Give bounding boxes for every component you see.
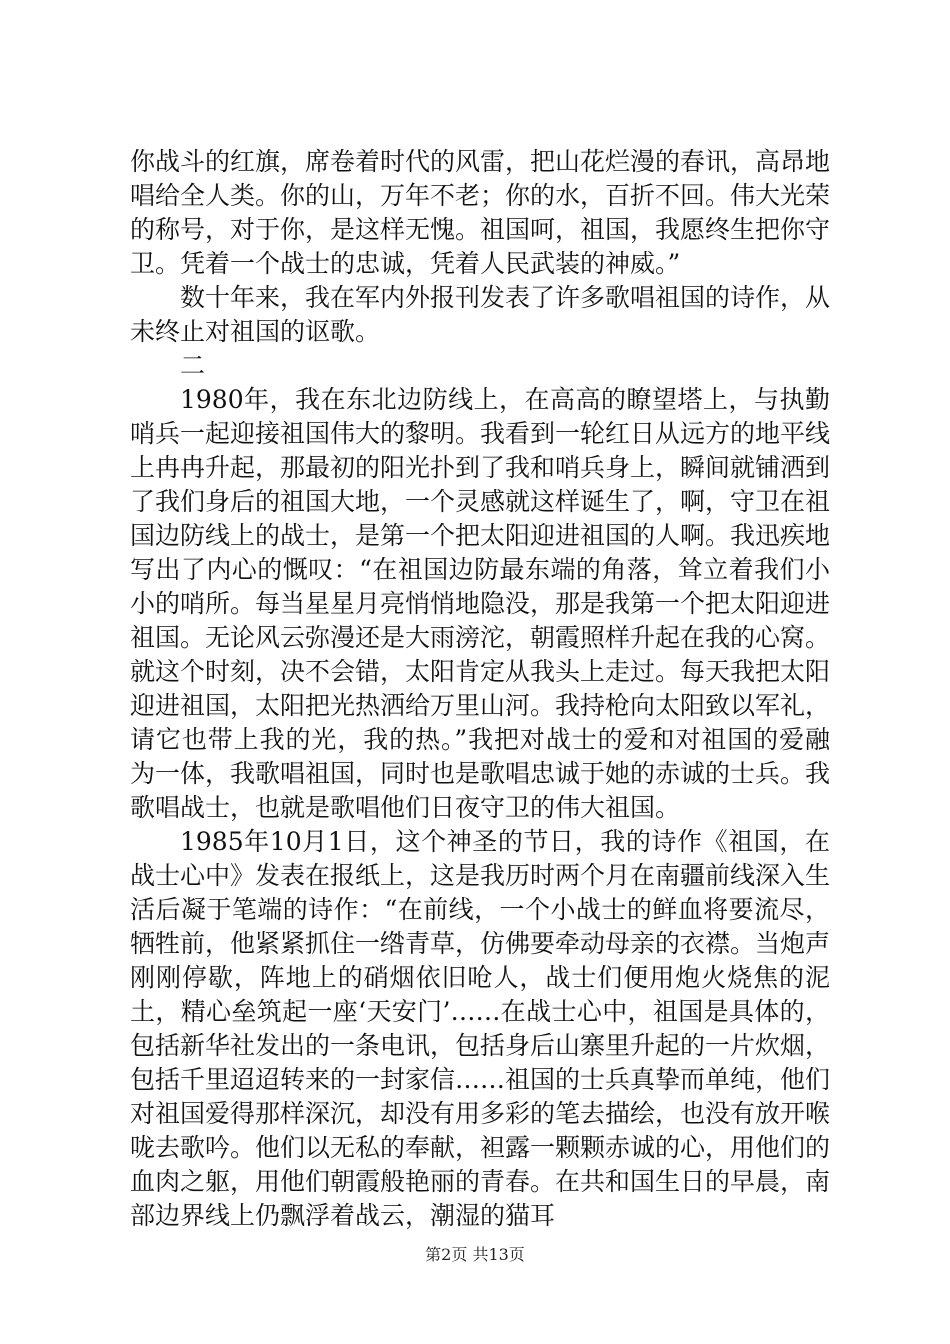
paragraph-1985-national-day: 1985年10月1日，这个神圣的节日，我的诗作《祖国，在战士心中》发表在报纸上，这是我历时两个月在南疆前线深入生活后凝于笔端的诗作：“在前线，一个小战士的鲜血将要流尽，牺牲前，他紧紧抓住一绺青草，仿佛要牵动母亲的衣襟。当炮声刚刚停歇，阵地上的硝烟依旧呛人，战士们便用炮火烧焦的泥土，精心垒筑起一座‘天安门’……在战士心中，祖国是具体的，包括新华社发出的一条电讯，包括身后山寨里升起的一片炊烟，包括千里迢迢转来的一封家信……祖国的士兵真挚而单纯，他们对祖国爱得那样深沉，却没有用多彩的笔去描绘，也没有放开喉咙去歌吟。他们以无私的奉献，袒露一颗颗赤诚的心，用他们的血肉之躯，用他们朝霞般艳丽的青春。在共和国生日的早晨，南部边界线上仍飘浮着战云，潮湿的猫耳 [130,827,831,1230]
page-body [130,145,830,1233]
paragraph-decades-of-poems: 数十年来，我在军内外报刊发表了许多歌唱祖国的诗作，从未终止对祖国的讴歌。 [130,283,831,346]
page-number-footer: 第2页 共13页 [425,1245,525,1264]
paragraph-1980-border: 1980年，我在东北边防线上，在高高的瞭望塔上，与执勤哨兵一起迎接祖国伟大的黎明。我看到一轮红日从远方的地平线上冉冉升起，那最初的阳光扑到了我和哨兵身上，瞬间就铺洒到了我们身后的祖国大地，一个灵感就这样诞生了，啊，守卫在祖国边防线上的战士，是第一个把太阳迎进祖国的人啊。我迅疾地写出了内心的慨叹：“在祖国边防最东端的角落，耸立着我们小小的哨所。每当星星月亮悄悄地隐没，那是我第一个把太阳迎进祖国。无论风云弥漫还是大雨滂沱，朝霞照样升起在我的心窝。就这个时刻，决不会错，太阳肯定从我头上走过。每天我把太阳迎进祖国，太阳把光热洒给万里山河。我持枪向太阳致以军礼，请它也带上我的光，我的热。”我把对战士的爱和对祖国的爱融为一体，我歌唱祖国，同时也是歌唱忠诚于她的赤诚的士兵。我歌唱战士，也就是歌唱他们日夜守卫的伟大祖国。 [130,385,831,822]
section-number: 二 [180,351,206,380]
paragraph-poem-continuation: 你战斗的红旗，席卷着时代的风雷，把山花烂漫的春讯，高昂地唱给全人类。你的山，万年不老；你的水，百折不回。伟大光荣的称号，对于你，是这样无愧。祖国呵，祖国，我愿终生把你守卫。凭着一个战士的忠诚，凭着人民武装的神威。” [130,147,831,278]
